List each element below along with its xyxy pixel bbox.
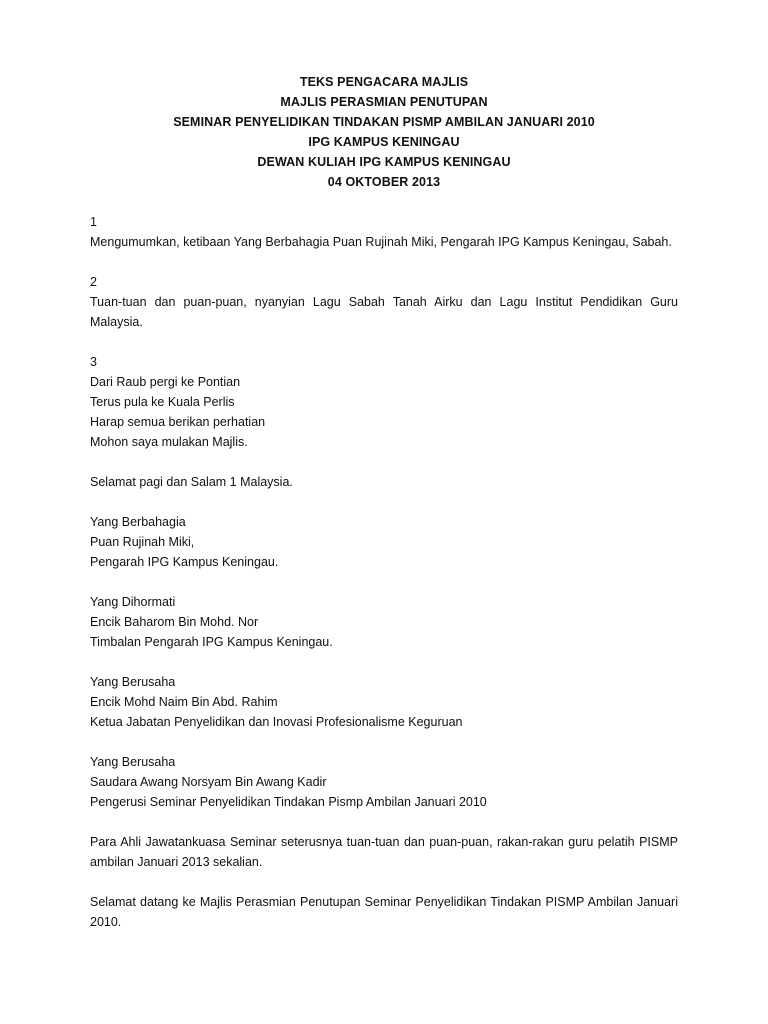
heading-title: TEKS PENGACARA MAJLIS <box>299 75 469 89</box>
addressee-position: Ketua Jabatan Penyelidikan dan Inovasi Profesionalisme Keguruan <box>90 715 463 729</box>
addressee-name: Puan Rujinah Miki, <box>90 535 195 549</box>
addressee-name: Encik Mohd Naim Bin Abd. Rahim <box>90 695 278 709</box>
addressee-block <box>90 752 678 812</box>
addressee-position: Timbalan Pengarah IPG Kampus Keningau. <box>90 635 333 649</box>
greeting: Selamat pagi dan Salam 1 Malaysia. <box>90 475 293 489</box>
addressee-position: Pengerusi Seminar Penyelidikan Tindakan Pismp Ambilan Januari 2010 <box>90 795 487 809</box>
pantun-line: Dari Raub pergi ke Pontian <box>90 375 241 389</box>
pantun-line: Harap semua berikan perhatian <box>90 415 266 429</box>
heading-institution: IPG KAMPUS KENINGAU <box>308 135 460 149</box>
heading-venue: DEWAN KULIAH IPG KAMPUS KENINGAU <box>257 155 511 169</box>
section-number: 3 <box>90 355 97 369</box>
addressee-title: Yang Berusaha <box>90 675 176 689</box>
addressee-block <box>90 672 678 732</box>
document-heading <box>0 72 768 192</box>
document-body <box>90 212 678 952</box>
section-number: 2 <box>90 275 97 289</box>
section-number: 1 <box>90 215 97 229</box>
section-3 <box>90 352 678 452</box>
addressee-block <box>90 512 678 572</box>
section-text: Mengumumkan, ketibaan Yang Berbahagia Puan Rujinah Miki, Pengarah IPG Kampus Keningau, Sabah. <box>90 235 672 249</box>
heading-date: 04 OKTOBER 2013 <box>327 175 441 189</box>
closing-paragraph-attendees: Para Ahli Jawatankuasa Seminar seterusnya tuan-tuan dan puan-puan, rakan-rakan guru pelatih PISMP ambilan Januari 2013 sekalian. <box>90 835 678 869</box>
section-2 <box>90 272 678 332</box>
heading-event: MAJLIS PERASMIAN PENUTUPAN <box>280 95 488 109</box>
closing-paragraph-welcome: Selamat datang ke Majlis Perasmian Penutupan Seminar Penyelidikan Tindakan PISMP Ambilan Januari 2010. <box>90 895 678 929</box>
pantun-line: Terus pula ke Kuala Perlis <box>90 395 235 409</box>
addressee-title: Yang Berusaha <box>90 755 176 769</box>
section-text: Tuan-tuan dan puan-puan, nyanyian Lagu Sabah Tanah Airku dan Lagu Institut Pendidikan Guru Malaysia. <box>90 295 678 329</box>
addressee-block <box>90 592 678 652</box>
pantun-line: Mohon saya mulakan Majlis. <box>90 435 248 449</box>
section-1 <box>90 212 678 252</box>
addressee-position: Pengarah IPG Kampus Keningau. <box>90 555 279 569</box>
addressee-name: Encik Baharom Bin Mohd. Nor <box>90 615 259 629</box>
addressee-name: Saudara Awang Norsyam Bin Awang Kadir <box>90 775 327 789</box>
addressee-title: Yang Berbahagia <box>90 515 186 529</box>
addressee-title: Yang Dihormati <box>90 595 176 609</box>
heading-seminar: SEMINAR PENYELIDIKAN TINDAKAN PISMP AMBILAN JANUARI 2010 <box>173 115 595 129</box>
